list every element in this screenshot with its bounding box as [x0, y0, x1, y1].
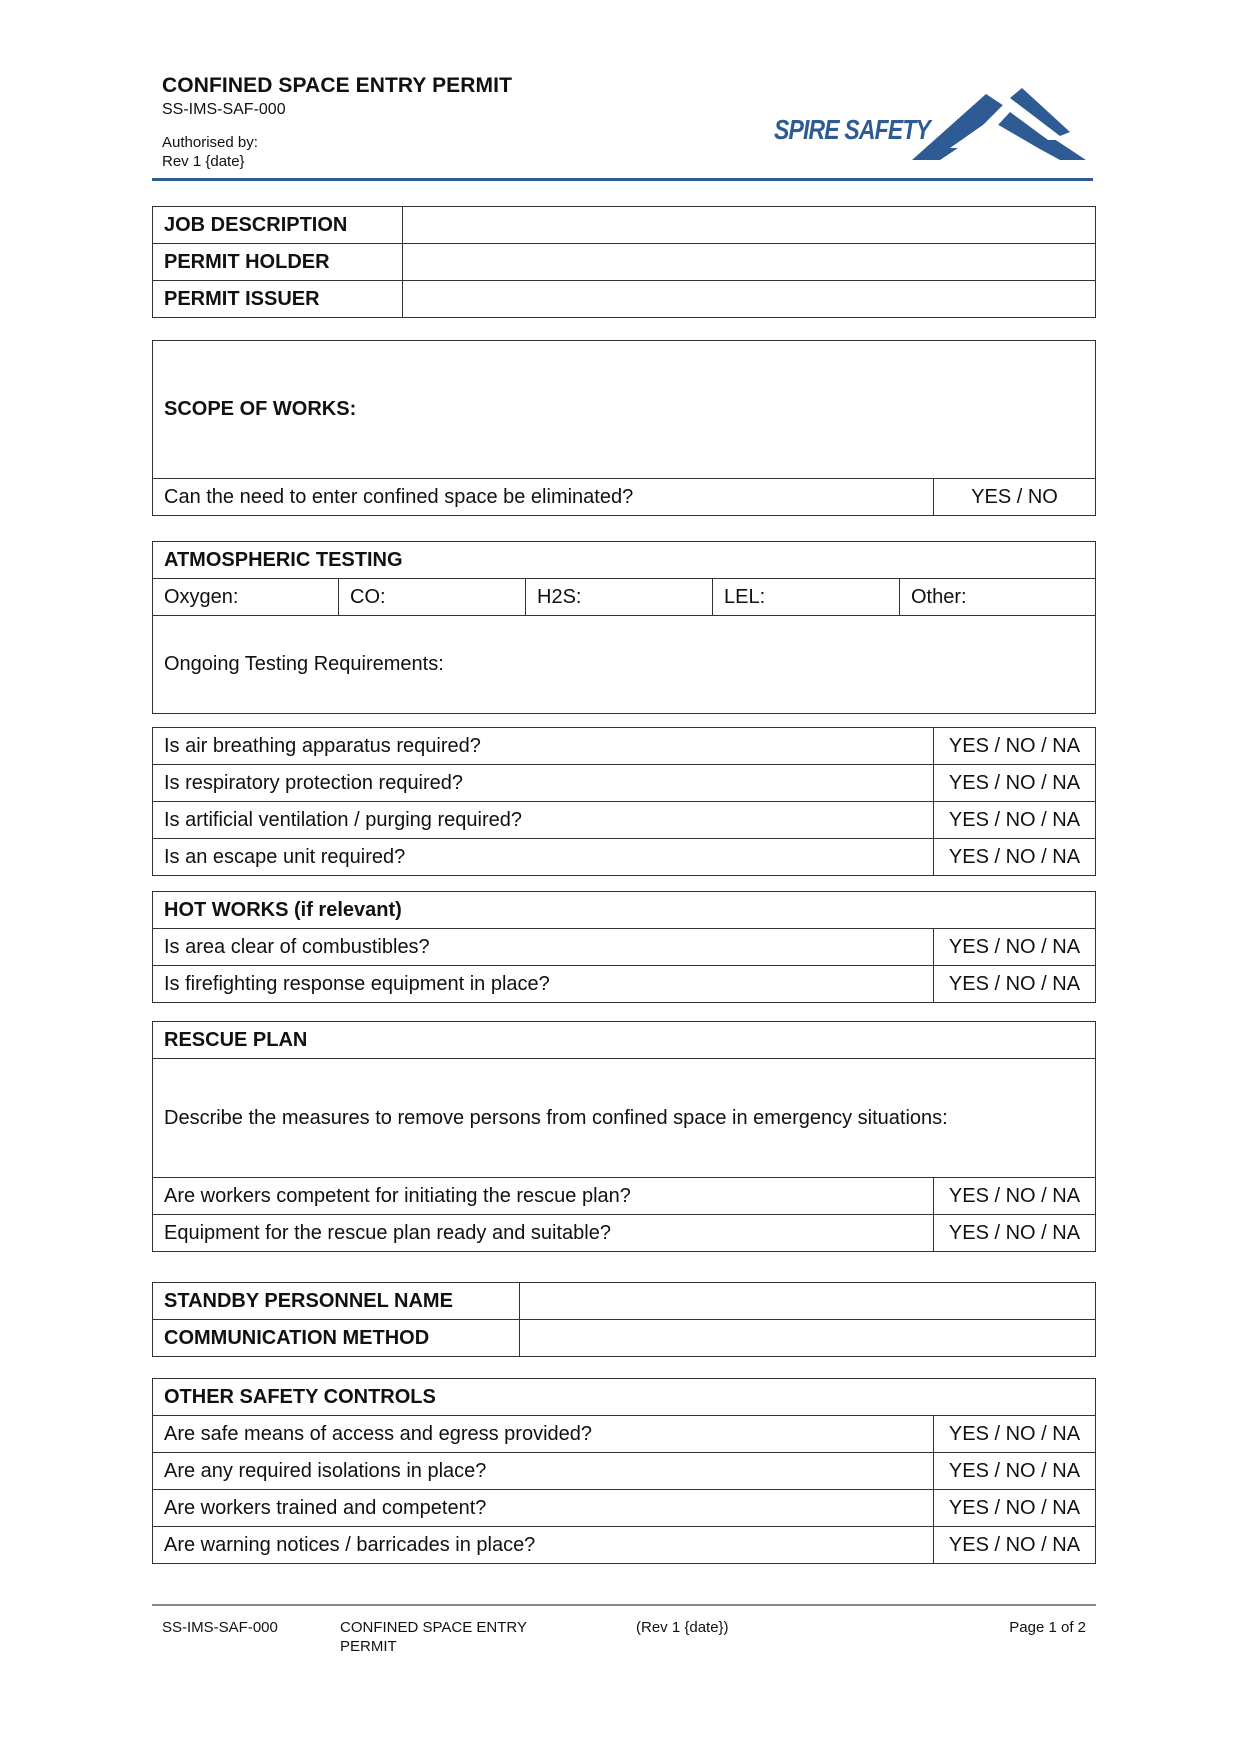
permit-holder-field[interactable] — [403, 244, 1096, 281]
communication-method-field[interactable] — [520, 1320, 1096, 1357]
table-row — [153, 839, 1096, 876]
yes-no-na-selector[interactable]: YES / NO / NA — [934, 1453, 1096, 1490]
table-row — [153, 1059, 1096, 1178]
yes-no-na-selector[interactable]: YES / NO / NA — [934, 1527, 1096, 1564]
question-text: Is air breathing apparatus required? — [153, 728, 934, 765]
footer-title: CONFINED SPACE ENTRY PERMIT — [340, 1619, 527, 1655]
question-text: Is respiratory protection required? — [153, 765, 934, 802]
table-row — [153, 1490, 1096, 1527]
mountain-logo-icon — [910, 88, 1086, 162]
document-code: SS-IMS-SAF-000 — [162, 101, 286, 118]
logo-wordmark: SPIRE SAFETY — [774, 114, 931, 145]
oxygen-field[interactable]: Oxygen: — [153, 579, 339, 616]
question-text: Is area clear of combustibles? — [153, 929, 934, 966]
footer-code: SS-IMS-SAF-000 — [162, 1619, 278, 1636]
rescue-plan-table — [152, 1021, 1096, 1252]
yes-no-na-selector[interactable]: YES / NO / NA — [934, 728, 1096, 765]
permit-issuer-label: PERMIT ISSUER — [153, 281, 403, 318]
ongoing-testing-field[interactable] — [153, 616, 1096, 714]
table-row — [153, 1453, 1096, 1490]
table-row — [153, 1283, 1096, 1320]
hot-works-table — [152, 891, 1096, 1003]
table-row — [153, 542, 1096, 579]
other-safety-controls-table — [152, 1378, 1096, 1564]
table-row — [153, 966, 1096, 1003]
communication-method-label: COMMUNICATION METHOD — [153, 1320, 520, 1357]
document-header — [162, 74, 512, 171]
hot-works-heading: HOT WORKS (if relevant) — [153, 892, 1096, 929]
yes-no-na-selector[interactable]: YES / NO / NA — [933, 929, 1095, 966]
document-meta — [162, 133, 512, 171]
other-gas-field[interactable]: Other: — [900, 579, 1096, 616]
header-divider — [152, 178, 1093, 181]
atmospheric-questions-table — [152, 727, 1096, 876]
yes-no-selector[interactable]: YES / NO — [933, 479, 1095, 516]
job-description-field[interactable] — [403, 207, 1096, 244]
yes-no-na-selector[interactable]: YES / NO / NA — [934, 802, 1096, 839]
authorised-by-label: Authorised by: — [162, 134, 258, 151]
table-row — [153, 802, 1096, 839]
co-field[interactable]: CO: — [339, 579, 526, 616]
table-row — [153, 1416, 1096, 1453]
footer-revision: (Rev 1 {date}) — [636, 1619, 729, 1636]
yes-no-na-selector[interactable]: YES / NO / NA — [933, 966, 1095, 1003]
rescue-measures-field[interactable] — [153, 1059, 1096, 1178]
question-text: Equipment for the rescue plan ready and suitable? — [153, 1215, 934, 1252]
table-row — [153, 341, 1096, 479]
permit-holder-label: PERMIT HOLDER — [153, 244, 403, 281]
question-text: Can the need to enter confined space be eliminated? — [153, 479, 934, 516]
revision-label: Rev 1 {date} — [162, 153, 245, 170]
ongoing-testing-label: Ongoing Testing Requirements: — [164, 653, 444, 675]
scope-of-works-field[interactable] — [153, 341, 1096, 479]
question-text: Are workers trained and competent? — [153, 1490, 934, 1527]
table-row — [153, 765, 1096, 802]
other-safety-controls-heading: OTHER SAFETY CONTROLS — [153, 1379, 1096, 1416]
permit-identity-table — [152, 206, 1096, 318]
document-title: CONFINED SPACE ENTRY PERMIT — [162, 74, 513, 97]
table-row — [153, 728, 1096, 765]
question-text: Is artificial ventilation / purging required? — [153, 802, 934, 839]
question-text: Are safe means of access and egress provided? — [153, 1416, 934, 1453]
atmospheric-testing-heading: ATMOSPHERIC TESTING — [153, 542, 1096, 579]
table-row — [153, 929, 1096, 966]
question-text: Are any required isolations in place? — [153, 1453, 934, 1490]
table-row — [153, 1379, 1096, 1416]
table-row — [153, 244, 1096, 281]
scope-of-works-table — [152, 340, 1096, 516]
rescue-plan-heading: RESCUE PLAN — [153, 1022, 1096, 1059]
yes-no-na-selector[interactable]: YES / NO / NA — [934, 1416, 1096, 1453]
yes-no-na-selector[interactable]: YES / NO / NA — [933, 1215, 1095, 1252]
h2s-field[interactable]: H2S: — [526, 579, 713, 616]
rescue-measures-label: Describe the measures to remove persons from confined space in emergency situations: — [164, 1106, 948, 1129]
table-row — [153, 1215, 1096, 1252]
yes-no-na-selector[interactable]: YES / NO / NA — [934, 839, 1096, 876]
table-row — [153, 579, 1096, 616]
question-text: Are workers competent for initiating the rescue plan? — [153, 1178, 934, 1215]
question-text: Is an escape unit required? — [153, 839, 934, 876]
table-row — [153, 207, 1096, 244]
table-row — [153, 892, 1096, 929]
question-text: Are warning notices / barricades in place? — [153, 1527, 934, 1564]
scope-of-works-heading: SCOPE OF WORKS: — [164, 398, 357, 420]
permit-issuer-field[interactable] — [403, 281, 1096, 318]
yes-no-na-selector[interactable]: YES / NO / NA — [934, 1490, 1096, 1527]
atmospheric-testing-table — [152, 541, 1096, 714]
table-row — [153, 616, 1096, 714]
table-row — [153, 1022, 1096, 1059]
table-row — [153, 479, 1096, 516]
footer-page-number: Page 1 of 2 — [1009, 1619, 1086, 1636]
lel-field[interactable]: LEL: — [713, 579, 900, 616]
table-row — [153, 1320, 1096, 1357]
standby-personnel-field[interactable] — [520, 1283, 1096, 1320]
question-text: Is firefighting response equipment in place? — [153, 966, 934, 1003]
job-description-label: JOB DESCRIPTION — [153, 207, 403, 244]
yes-no-na-selector[interactable]: YES / NO / NA — [933, 1178, 1095, 1215]
table-row — [153, 1178, 1096, 1215]
company-logo — [770, 88, 1086, 164]
table-row — [153, 1527, 1096, 1564]
standby-personnel-label: STANDBY PERSONNEL NAME — [153, 1283, 520, 1320]
standby-table — [152, 1282, 1096, 1357]
table-row — [153, 281, 1096, 318]
yes-no-na-selector[interactable]: YES / NO / NA — [934, 765, 1096, 802]
footer-divider — [152, 1604, 1096, 1606]
